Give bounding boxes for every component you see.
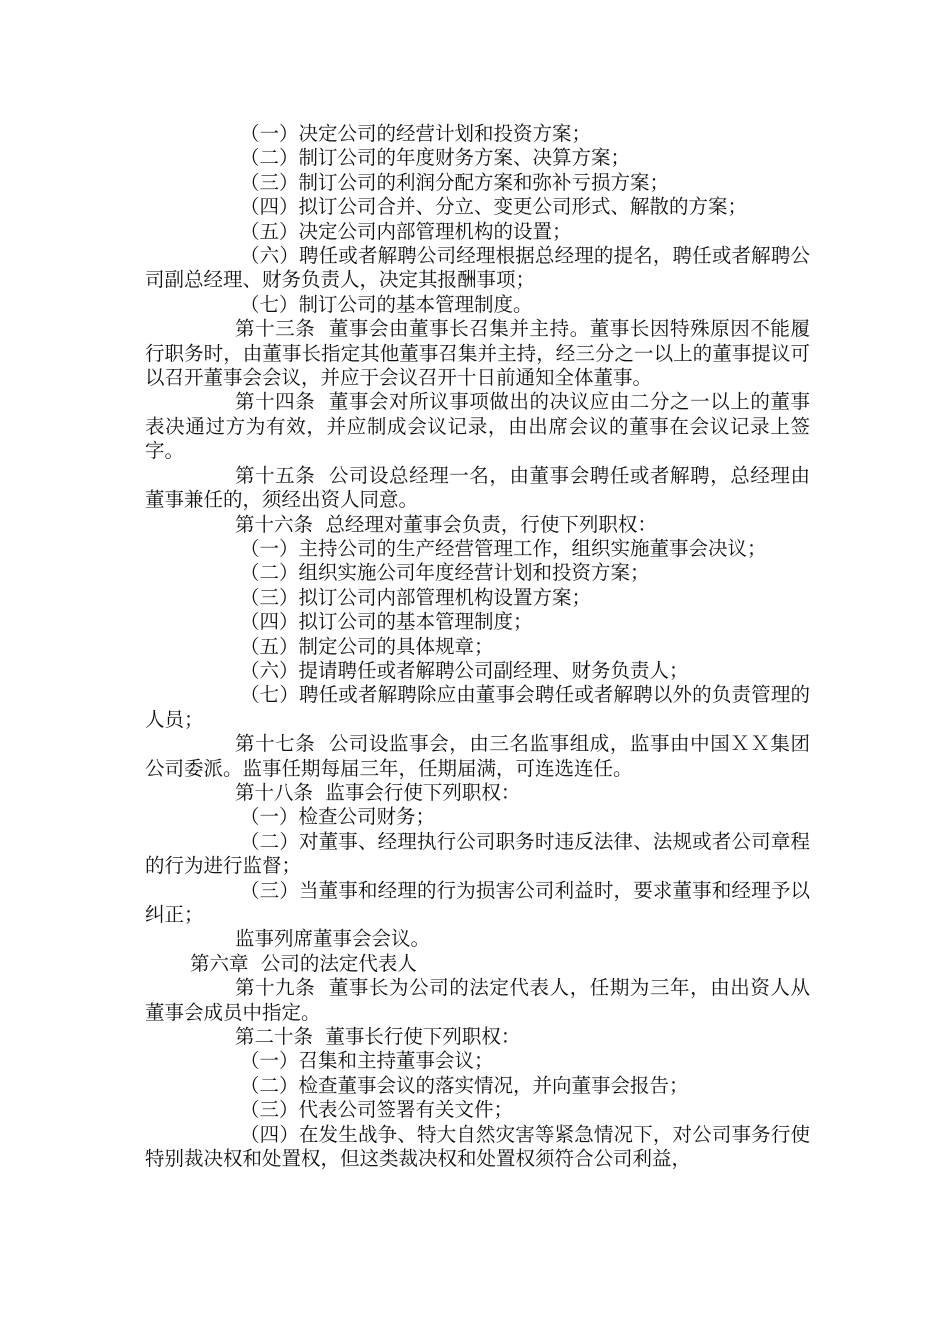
paragraph: 第十八条 监事会行使下列职权： [235,780,521,804]
paragraph: 第十七条 公司设监事会，由三名监事组成，监事由中国ＸＸ集团公司委派。监事任期每届三年，任期届满，可连选连任。 [145,732,810,780]
paragraph: 监事列席董事会会议。 [235,927,431,951]
paragraph: （一）检查公司财务； [240,805,436,829]
paragraph: （一）决定公司的经营计划和投资方案； [240,122,592,145]
paragraph: （七）聘任或者解聘除应由董事会聘任或者解聘以外的负责管理的人员； [145,683,810,731]
paragraph: （一）主持公司的生产经营管理工作，组织实施董事会决议； [240,536,767,560]
paragraph: （五）决定公司内部管理机构的设置； [240,219,572,243]
document-body [145,122,810,1171]
paragraph: （四）拟订公司合并、分立、变更公司形式、解散的方案； [240,195,748,219]
paragraph: 第十九条 董事长为公司的法定代表人，任期为三年，由出资人从董事会成员中指定。 [145,976,810,1024]
paragraph: （五）制定公司的具体规章； [240,634,494,658]
paragraph: 第二十条 董事长行使下列职权： [235,1025,521,1049]
paragraph: （三）当董事和经理的行为损害公司利益时，要求董事和经理予以纠正； [145,878,810,926]
paragraph: （二）检查董事会议的落实情况，并向董事会报告； [240,1073,689,1097]
paragraph: 第六章 公司的法定代表人 [190,951,417,975]
paragraph: 第十四条 董事会对所议事项做出的决议应由二分之一以上的董事表决通过方为有效，并应制成会议记录，由出席会议的董事在会议记录上签字。 [145,390,810,463]
paragraph: （七）制订公司的基本管理制度。 [240,292,533,316]
paragraph: （三）拟订公司内部管理机构设置方案； [240,585,592,609]
paragraph: （二）制订公司的年度财务方案、决算方案； [240,146,631,170]
paragraph: （四）拟订公司的基本管理制度； [240,610,533,634]
paragraph: （一）召集和主持董事会议； [240,1049,494,1073]
paragraph: （四）在发生战争、特大自然灾害等紧急情况下，对公司事务行使特别裁决权和处置权，但这类裁决权和处置权须符合公司利益， [145,1122,810,1171]
paragraph: 第十五条 公司设总经理一名，由董事会聘任或者解聘，总经理由董事兼任的，须经出资人同意。 [145,463,810,512]
paragraph: 第十三条 董事会由董事长召集并主持。董事长因特殊原因不能履行职务时，由董事长指定其他董事召集并主持，经三分之一以上的董事提议可以召开董事会会议，并应于会议召开十日前通知全体董事。 [145,317,810,390]
paragraph: 第十六条 总经理对董事会负责，行使下列职权： [235,512,657,536]
paragraph: （六）提请聘任或者解聘公司副经理、财务负责人； [240,658,689,682]
paragraph: （二）组织实施公司年度经营计划和投资方案； [240,561,650,585]
paragraph: （六）聘任或者解聘公司经理根据总经理的提名，聘任或者解聘公司副总经理、财务负责人，决定其报酬事项； [145,244,810,292]
paragraph: （三）制订公司的利润分配方案和弥补亏损方案； [240,170,670,194]
paragraph: （二）对董事、经理执行公司职务时违反法律、法规或者公司章程的行为进行监督； [145,829,810,878]
paragraph: （三）代表公司签署有关文件； [240,1098,514,1122]
